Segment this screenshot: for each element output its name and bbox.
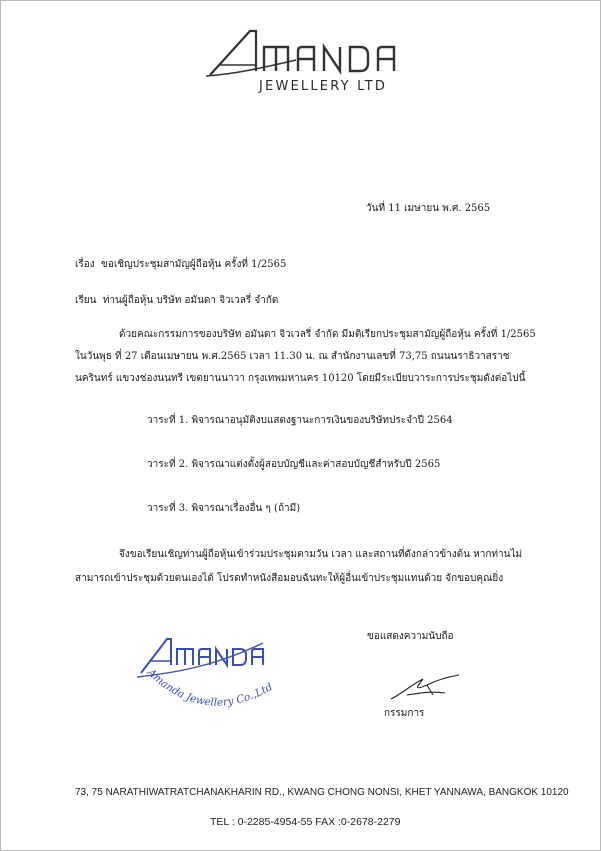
svg-text:Amanda Jewellery Co.,Ltd. bbox=[133, 633, 275, 709]
recipient-label: เรียน bbox=[75, 295, 97, 306]
subject-label: เรื่อง bbox=[75, 259, 95, 270]
closing-line-2: สามารถเข้าประชุมด้วยตนเองได้ โปรดทำหนังสือมอบฉันทะให้ผู้อื่นเข้าประชุมแทนด้วย จักขอบคุณยิ่ง bbox=[75, 573, 504, 584]
stamp-graphic bbox=[133, 633, 293, 721]
agenda-item-1: วาระที่ 1. พิจารณาอนุมัติงบแสดงฐานะการเงินของบริษัทประจำปี 2564 bbox=[147, 415, 453, 426]
signature bbox=[387, 671, 467, 705]
letterhead-subtitle: JEWELLERY LTD bbox=[259, 79, 388, 94]
subject-text: ขอเชิญประชุมสามัญผู้ถือหุ้น ครั้งที่ 1/2565 bbox=[101, 259, 287, 270]
date-line: วันที่ 11 เมษายน พ.ศ. 2565 bbox=[366, 203, 491, 214]
subject-line bbox=[75, 258, 286, 272]
company-stamp bbox=[133, 633, 293, 721]
signer-title: กรรมการ bbox=[384, 708, 425, 719]
recipient-line bbox=[75, 294, 278, 308]
footer-phone: TEL : 0-2285-4954-55 FAX :0-2678-2279 bbox=[210, 816, 401, 828]
signature-graphic bbox=[387, 671, 467, 705]
footer-address: 73, 75 NARATHIWATRATCHANAKHARIN RD., KWANG CHONG NONSI, KHET YANNAWA, BANGKOK 10120 bbox=[75, 787, 569, 798]
recipient-text: ท่านผู้ถือหุ้น บริษัท อมันดา จิวเวลรี่ จำกัด bbox=[102, 295, 279, 306]
body-line-2: ในวันพุธ ที่ 27 เดือนเมษายน พ.ศ.2565 เวลา 11.30 น. ณ สำนักงานเลขที่ 73,75 ถนนนราธิวาสราช bbox=[75, 351, 510, 362]
body-line-3: นครินทร์ แขวงช่องนนทรี เขตยานนาวา กรุงเทพมหานคร 10120 โดยมีระเบียบวาระการประชุมดังต่อไปนี้ bbox=[75, 373, 526, 384]
body-line-1: ด้วยคณะกรรมการของบริษัท อมันดา จิวเวลรี่ จำกัด มีมติเรียกประชุมสามัญผู้ถือหุ้น ครั้งที่ 1/2565 bbox=[119, 329, 536, 340]
stamp-ring-text: Amanda Jewellery Co.,Ltd bbox=[144, 666, 275, 709]
amanda-logo-graphic bbox=[206, 27, 436, 79]
agenda-item-3: วาระที่ 3. พิจารณาเรื่องอื่น ๆ (ถ้ามี) bbox=[147, 503, 301, 514]
letterhead-logo bbox=[206, 27, 436, 79]
agenda-item-2: วาระที่ 2. พิจารณาแต่งตั้งผู้สอบบัญชีและค่าสอบบัญชีสำหรับปี 2565 bbox=[147, 459, 441, 470]
closing-line-1: จึงขอเรียนเชิญท่านผู้ถือหุ้นเข้าร่วมประชุมตามวัน เวลา และสถานที่ดังกล่าวข้างต้น หากท่านไม่ bbox=[119, 549, 523, 560]
signoff: ขอแสดงความนับถือ bbox=[367, 631, 454, 642]
